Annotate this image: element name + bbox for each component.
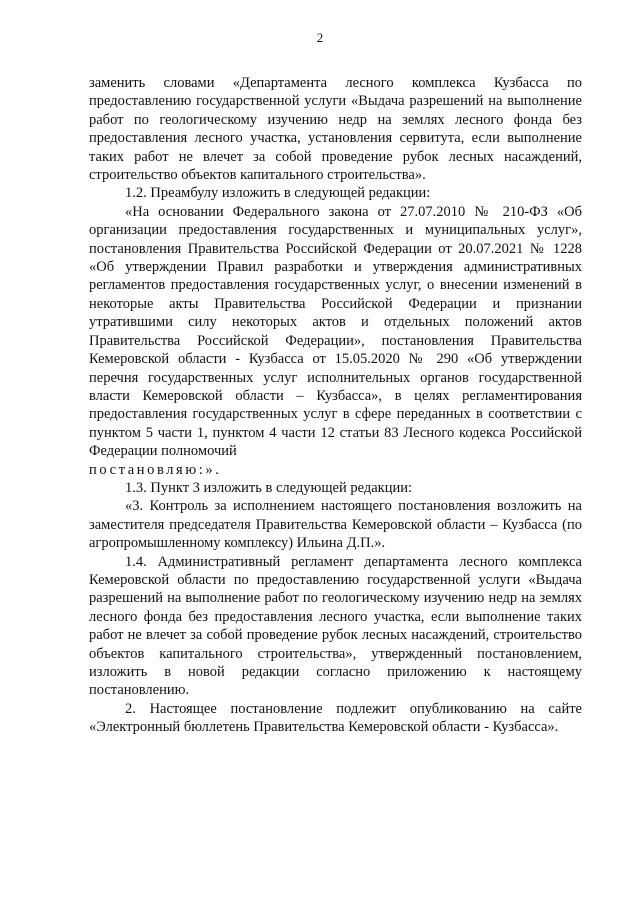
- paragraph-3: «На основании Федерального закона от 27.07.2010 № 210-ФЗ «Об организации предоставления государственных и муниципальных услуг», постановления Правительства Российской Федерации от 20.07.2021 № 1228 «Об утверждении Правил разработки и утверждения административных регламентов предоставления государственных услуг, о внесении изменений в некоторые акты Правительства Российской Федерации и признании утратившими силу некоторых актов и отдельных положений актов Правительства Российской Федерации», постановления Правительства Кемеровской области - Кузбасса от 15.05.2020 № 290 «Об утверждении перечня государственных услуг исполнительных органов государственной власти Кемеровской области – Кузбасса», в целях регламентирования предоставления государственных услуг в сфере переданных в соответствии с пунктом 5 части 1, пунктом 4 части 12 статьи 83 Лесного кодекса Российской Федерации полномочий: [89, 203, 582, 460]
- paragraph-1: заменить словами «Департамента лесного комплекса Кузбасса по предоставлению государственной услуги «Выдача разрешений на выполнение работ по геологическому изучению недр на землях лесного фонда без предоставления лесного участка, установления сервитута, если выполнение таких работ не влечет за собой проведение рубок лесных насаждений, строительство объектов капитального строительства».: [89, 75, 582, 184]
- document-body: [89, 74, 582, 737]
- paragraph-6: «3. Контроль за исполнением настоящего постановления возложить на заместителя председателя Правительства Кемеровской области – Кузбасса (по агропромышленному комплексу) Ильина Д.П.».: [89, 498, 582, 552]
- paragraph-5: 1.3. Пункт 3 изложить в следующей редакции:: [125, 479, 413, 496]
- paragraph-4: постановляю:».: [89, 461, 222, 478]
- paragraph-7: 1.4. Административный регламент департамента лесного комплекса Кемеровской области по предоставлению государственной услуги «Выдача разрешений на выполнение работ по геологическому изучению недр на землях лесного фонда без предоставления лесного участка, если выполнение таких работ не влечет за собой проведение рубок лесных насаждений, строительство объектов капитального строительства», утвержденный постановлением, изложить в новой редакции согласно приложению к настоящему постановлению.: [89, 553, 582, 699]
- paragraph-2: 1.2. Преамбулу изложить в следующей редакции:: [125, 185, 431, 202]
- paragraph-8: 2. Настоящее постановление подлежит опубликованию на сайте «Электронный бюллетень Правительства Кемеровской области - Кузбасса».: [89, 700, 582, 736]
- page-number: 2: [316, 30, 324, 45]
